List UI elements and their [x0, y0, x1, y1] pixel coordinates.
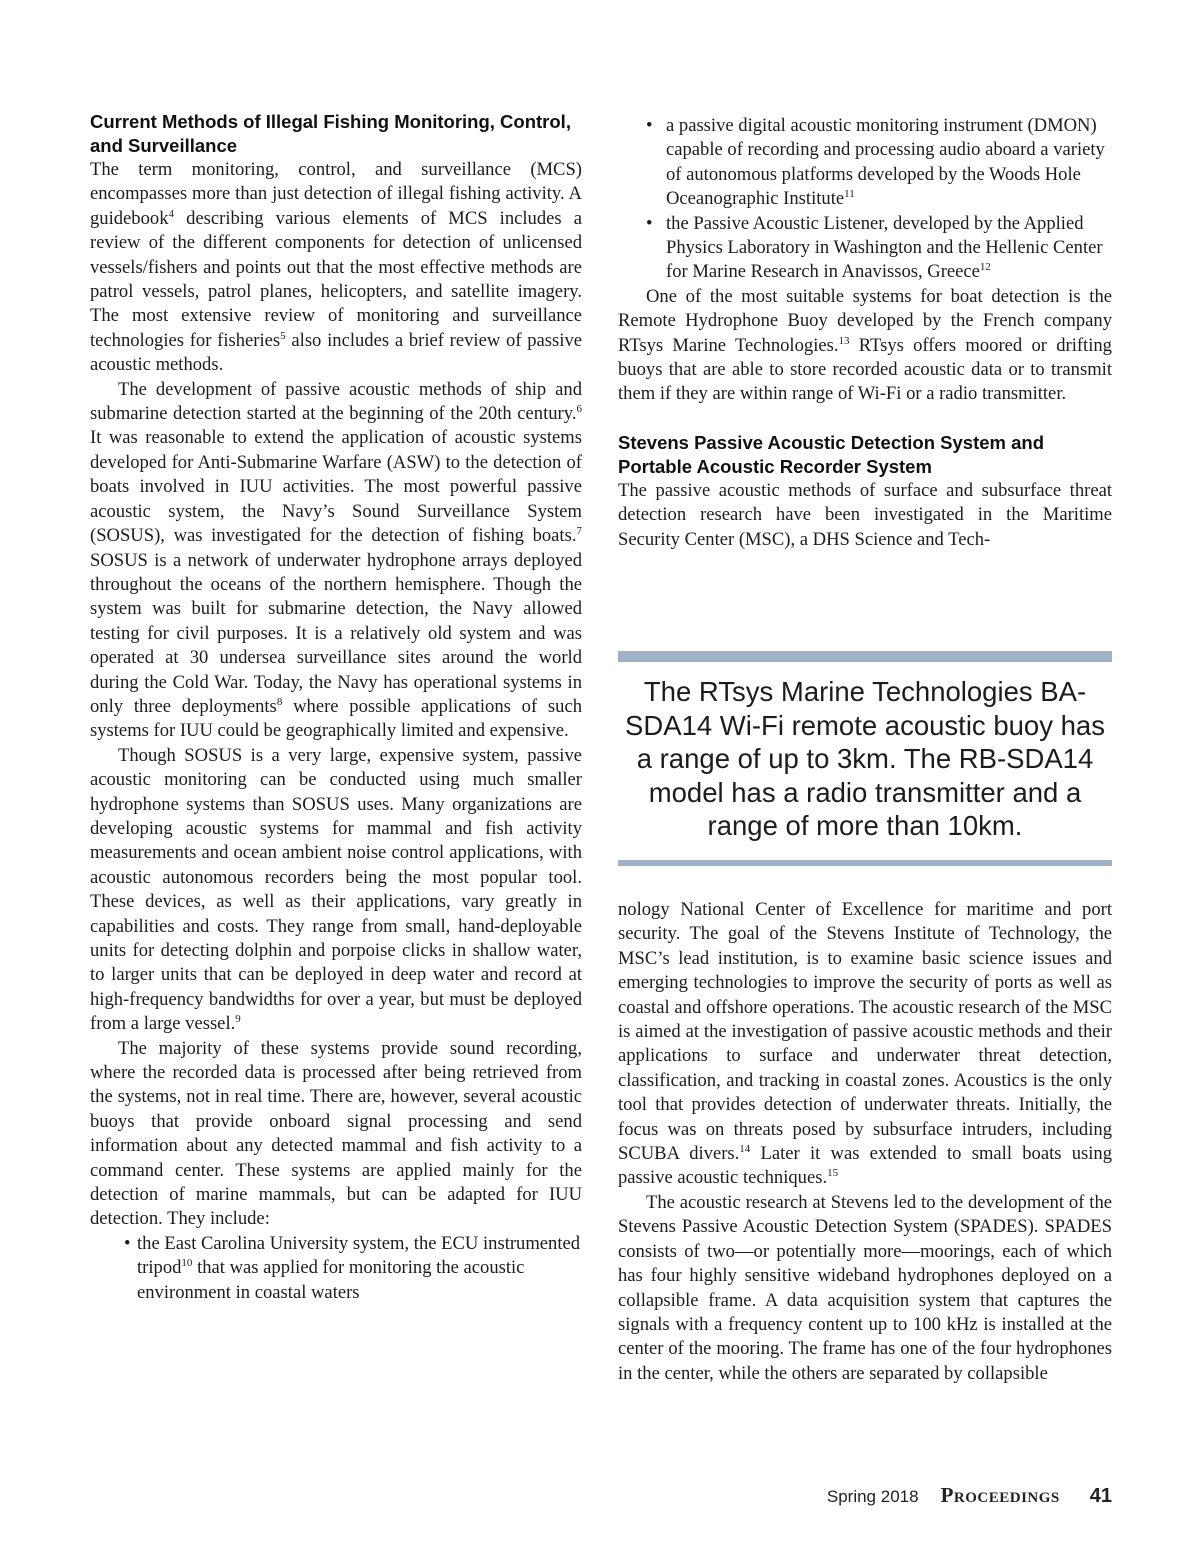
bullet-icon: •	[646, 212, 653, 234]
footnote-ref[interactable]: 12	[979, 261, 991, 274]
page-footer	[700, 1483, 1112, 1511]
bullet-list	[90, 1232, 582, 1305]
right-column-top	[618, 114, 1112, 552]
paragraph: The development of passive acoustic methods of ship and submarine detection started at the beginning of the 20th century.$^6$ It was reasonable to extend the application of acoustic systems developed for Anti-Submarine Warfare (ASW) to the detection of boats involved in IUU activities. The most powerful passive acoustic system, the Navy’s Sound Surveillance System (SOSUS), was investigated for the detection of fishing boats.$^7$ SOSUS is a network of underwater hydrophone arrays deployed throughout the oceans of the northern hemisphere. Though the system was built for submarine detection, the Navy allowed testing for civil purposes. It is a relatively old system and was operated at 30 undersea surveillance sites around the world during the Cold War. Today, the Navy has operational systems in only three deployments$^8$ where possible applications of such systems for IUU could be geographically limited and expensive.	[90, 378, 582, 742]
left-column	[90, 110, 582, 1305]
paragraph: Though SOSUS is a very large, expensive system, passive acoustic monitoring can be conducted using much smaller hydrophone systems than SOSUS uses. Many organizations are developing acoustic systems for mammal and fish activity measurements and ocean ambient noise control applications, with acoustic autonomous recorders being the most popular tool. These devices, as well as their applications, vary greatly in capabilities and costs. They range from small, hand-deployable units for detecting dolphin and porpoise clicks in shallow water, to larger units that can be deployed in deep water and record at high-frequency bandwidths for over a year, but must be deployed from a large vessel.$^9$	[90, 744, 582, 1035]
footnote-ref[interactable]: 15	[827, 1167, 839, 1180]
bullet-list	[618, 114, 1112, 285]
bullet-icon: •	[124, 1232, 131, 1254]
footnote-ref[interactable]: 5	[280, 329, 286, 342]
section-heading-current-methods: Current Methods of Illegal Fishing Monitoring, Control, and Surveillance	[90, 111, 571, 156]
issue-date: Spring 2018	[826, 1487, 919, 1506]
paragraph: The acoustic research at Stevens led to the development of the Stevens Passive Acoustic Detection System (SPADES). SPADES consists of two—or potentially more—moorings, each of which has four highly sensitive wideband hydrophones deployed on a collapsible frame. A data acquisition system that captures the signals with a frequency content up to 100 kHz is installed at the center of the mooring. The frame has one of the four hydrophones in the center, while the others are separated by collapsible	[618, 1191, 1112, 1384]
section-heading-stevens: Stevens Passive Acoustic Detection System and Portable Acoustic Recorder System	[618, 431, 1045, 477]
list-item: • a passive digital acoustic monitoring instrument (DMON) capable of recording and processing audio aboard a variety of autonomous platforms developed by the Woods Hole Oceanographic Institute$^{11}$	[646, 115, 1105, 210]
pull-quote	[618, 651, 1112, 866]
footnote-ref[interactable]: 13	[838, 334, 850, 347]
right-column-bottom	[618, 898, 1112, 1386]
list-item: • the East Carolina University system, the ECU instrumented tripod$^{10}$ that was applied for monitoring the acoustic environment in coastal waters	[124, 1232, 581, 1303]
footnote-ref[interactable]: 4	[168, 207, 174, 220]
footnote-ref[interactable]: 14	[739, 1143, 751, 1156]
page-number: 41	[1089, 1485, 1112, 1507]
bullet-icon: •	[646, 115, 653, 136]
list-item: • the Passive Acoustic Listener, developed by the Applied Physics Laboratory in Washington and the Hellenic Center for Marine Research in Anavissos, Greece$^{12}$	[646, 212, 1103, 283]
pull-quote-text: The RTsys Marine Technologies BA-SDA14 Wi-Fi remote acoustic buoy has a range of up to 3km. The RB-SDA14 model has a radio transmitter and a range of more than 10km.	[625, 676, 1105, 841]
footnote-ref[interactable]: 10	[181, 1257, 193, 1270]
paragraph: The passive acoustic methods of surface and subsurface threat detection research have been investigated in the Maritime Security Center (MSC), a DHS Science and Tech-	[618, 479, 1112, 550]
paragraph: The term monitoring, control, and surveillance (MCS) encompasses more than just detection of illegal fishing activity. A guidebook$^4$ describing various elements of MCS includes a review of the different components for detection of unlicensed vessels/fishers and points out that the most effective methods are patrol vessels, patrol planes, helicopters, and satellite imagery. The most extensive review of monitoring and surveillance technologies for fisheries$^5$ also includes a brief review of passive acoustic methods.	[90, 159, 582, 376]
paragraph: nology National Center of Excellence for maritime and port security. The goal of the Stevens Institute of Technology, the MSC’s lead institution, is to examine basic science issues and emerging technologies to improve the security of ports as well as coastal and offshore operations. The acoustic research of the MSC is aimed at the investigation of passive acoustic methods and their applications to surface and underwater threat detection, classification, and tracking in coastal zones. Acoustics is the only tool that provides detection of underwater threats. Initially, the focus was on threats posed by subsurface intruders, including SCUBA divers.$^{14}$ Later it was extended to small boats using passive acoustic techniques.$^{15}$	[618, 899, 1112, 1189]
journal-name: Proceedings	[940, 1483, 1060, 1507]
paragraph: One of the most suitable systems for boat detection is the Remote Hydrophone Buoy developed by the French company RTsys Marine Technologies.$^{13}$ RTsys offers moored or drifting buoys that are able to store recorded acoustic data or to transmit them if they are within range of Wi-Fi or a radio transmitter.	[618, 285, 1112, 405]
pull-quote-bottom-rule	[618, 860, 1112, 866]
footnote-ref[interactable]: 7	[576, 525, 582, 538]
paragraph: The majority of these systems provide sound recording, where the recorded data is processed after being retrieved from the systems, not in real time. There are, however, several acoustic buoys that provide onboard signal processing and send information about any detected mammal and fish activity to a command center. These systems are applied mainly for the detection of marine mammals, but can be adapted for IUU detection. They include:	[90, 1037, 582, 1230]
footnote-ref[interactable]: 11	[844, 188, 855, 201]
pull-quote-top-rule	[618, 651, 1112, 662]
footnote-ref[interactable]: 8	[276, 695, 283, 708]
footnote-ref[interactable]: 9	[235, 1013, 241, 1026]
footnote-ref[interactable]: 6	[576, 403, 582, 416]
